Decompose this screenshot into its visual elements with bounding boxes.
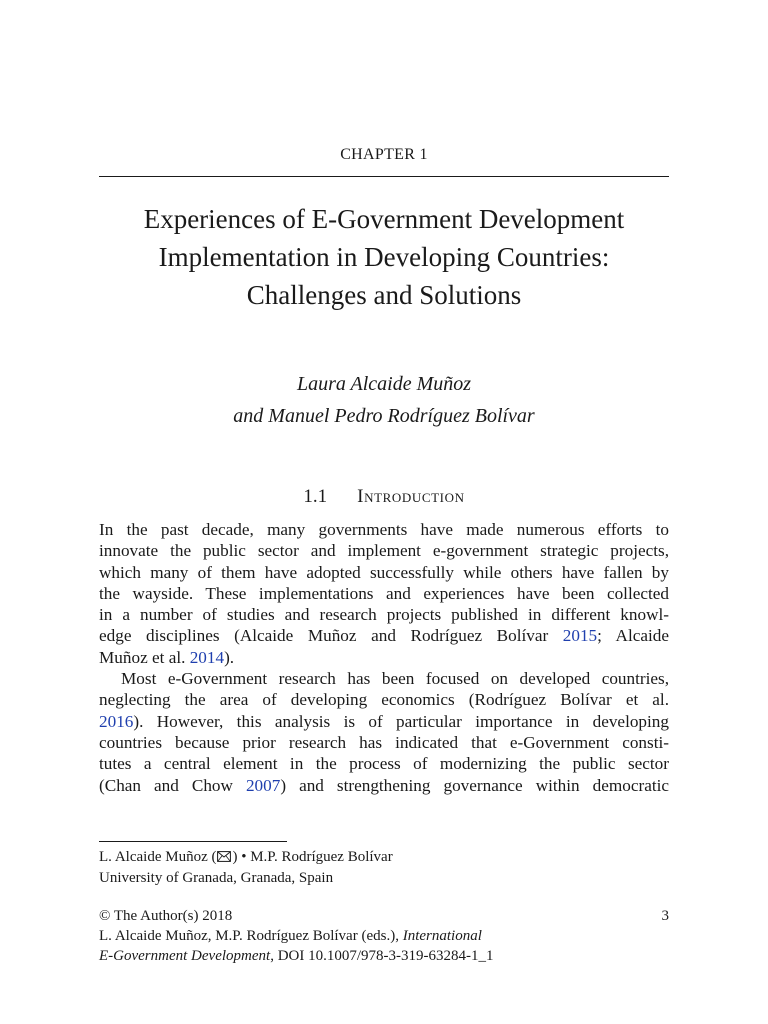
affiliation-institution: University of Granada, Granada, Spain — [99, 870, 334, 886]
citation-link[interactable]: 2007 — [245, 775, 281, 795]
section-title: Introduction — [357, 486, 465, 507]
paragraph-line: in a number of studies and research projects published in different knowl- — [99, 605, 669, 625]
chapter-title-line: Implementation in Developing Countries: — [158, 242, 610, 272]
section-number: 1.1 — [303, 486, 328, 507]
paragraph-line: the wayside. These implementations and experiences have been collected — [99, 583, 669, 603]
text-run: ). — [224, 647, 235, 667]
book-reference-line — [99, 926, 669, 946]
chapter-rule — [99, 176, 669, 177]
text-run: edge disciplines (Alcaide Muñoz and Rodríguez Bolívar — [99, 626, 563, 646]
paragraph-line — [99, 647, 669, 668]
paragraph-line: tutes a central element in the process of modernizing the public sector — [99, 754, 669, 774]
paragraph-line: In the past decade, many governments have made numerous efforts to — [99, 520, 669, 539]
envelope-icon[interactable] — [217, 850, 231, 866]
copyright-block — [99, 906, 669, 966]
page-number: 3 — [661, 908, 669, 924]
body-text — [99, 519, 669, 796]
book-reference-line — [99, 946, 669, 966]
citation-link[interactable]: 2015 — [562, 626, 598, 646]
text-run: ) • M.P. Rodríguez Bolívar — [232, 849, 393, 865]
author-line: and Manuel Pedro Rodríguez Bolívar — [233, 405, 535, 427]
paragraph-line: which many of them have adopted successfully while others have fallen by — [99, 562, 669, 582]
text-run: ) and strengthening governance within democratic — [280, 775, 669, 795]
chapter-title — [80, 200, 688, 314]
author-affiliation — [99, 847, 669, 888]
paragraph-line — [99, 711, 669, 732]
book-title-part: International — [402, 928, 482, 944]
text-run: L. Alcaide Muñoz, M.P. Rodríguez Bolívar (eds.), — [99, 928, 403, 944]
affiliation-authors — [99, 847, 669, 868]
chapter-authors — [80, 368, 688, 432]
paragraph-line — [99, 775, 669, 796]
citation-link[interactable]: 2016 — [99, 711, 134, 731]
chapter-label: CHAPTER 1 — [340, 146, 428, 163]
copyright-line: © The Author(s) 2018 — [99, 908, 233, 924]
doi-text: , DOI 10.1007/978-3-319-63284-1_1 — [270, 948, 494, 964]
footnote-rule — [99, 841, 287, 842]
paragraph-line: innovate the public sector and implement e-government strategic projects, — [99, 541, 669, 561]
text-run: Muñoz et al. — [99, 647, 190, 667]
text-run: ). However, this analysis is of particular importance in developing — [133, 711, 669, 731]
book-title-part: E-Government Development — [99, 948, 271, 964]
paragraph-line: neglecting the area of developing economics (Rodríguez Bolívar et al. — [99, 690, 669, 710]
text-run: ; Alcaide — [597, 626, 669, 646]
text-run: L. Alcaide Muñoz ( — [99, 849, 217, 865]
citation-link[interactable]: 2014 — [189, 647, 225, 667]
paragraph-line: countries because prior research has indicated that e-Government consti- — [99, 732, 669, 752]
section-heading — [0, 486, 768, 508]
chapter-title-line: Experiences of E-Government Development — [143, 204, 625, 234]
author-line: Laura Alcaide Muñoz — [296, 373, 472, 395]
chapter-title-line: Challenges and Solutions — [246, 280, 522, 310]
text-run: (Chan and Chow — [99, 775, 246, 795]
paragraph-line — [99, 625, 669, 646]
paragraph-line: Most e-Government research has been focused on developed countries, — [121, 669, 669, 689]
